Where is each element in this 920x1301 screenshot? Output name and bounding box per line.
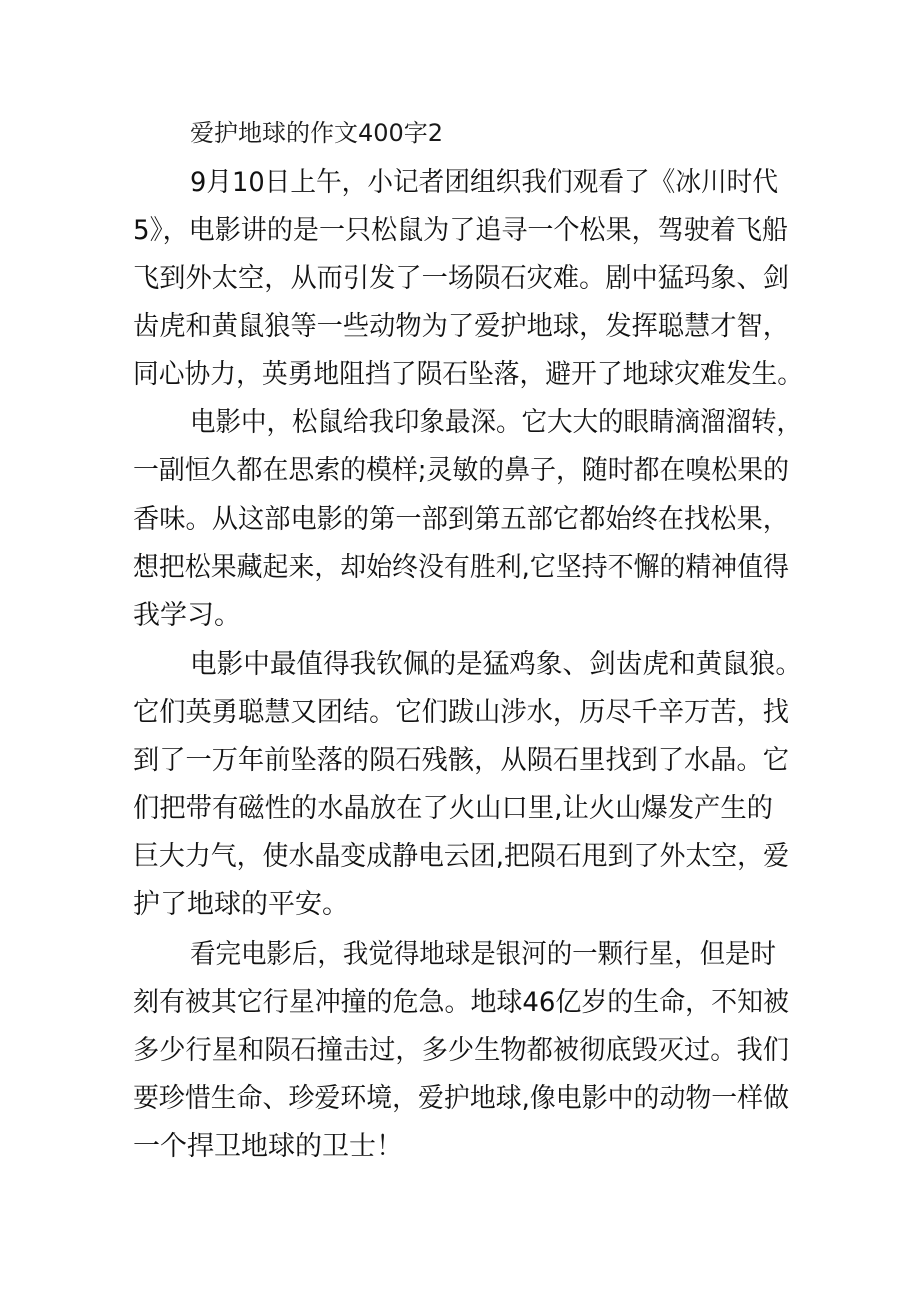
text-line: 要珍惜生命、珍爱环境，爱护地球,像电影中的动物一样做 [133,1083,789,1114]
text-line: 刻有被其它行星冲撞的危急。地球46亿岁的生命，不知被 [133,987,789,1018]
text-line: 护了地球的平安。 [133,889,349,920]
text-line: 电影中最值得我钦佩的是猛鸡象、剑齿虎和黄鼠狼。 [190,649,802,680]
text-line: 一个捍卫地球的卫士！ [133,1131,403,1162]
text-line: 我学习。 [133,600,241,631]
text-line: 们把带有磁性的水晶放在了火山口里,让火山爆发产生的 [133,793,773,824]
text-line: 多少行星和陨石撞击过，多少生物都被彻底毁灭过。我们 [133,1035,789,1066]
text-line: 齿虎和黄鼠狼等一些动物为了爱护地球，发挥聪慧才智， [133,311,789,342]
text-line: 到了一万年前坠落的陨石残骸，从陨石里找到了水晶。它 [133,745,789,776]
text-line: 巨大力气，使水晶变成静电云团,把陨石甩到了外太空，爱 [133,841,789,872]
text-line: 飞到外太空，从而引发了一场陨石灾难。剧中猛玛象、剑 [133,263,789,294]
text-line: 香味。从这部电影的第一部到第五部它都始终在找松果， [133,504,789,535]
text-line: 一副恒久都在思索的模样;灵敏的鼻子，随时都在嗅松果的 [133,455,789,486]
text-line: 看完电影后，我觉得地球是银河的一颗行星，但是时 [190,939,776,970]
text-line: 想把松果藏起来，却始终没有胜利,它坚持不懈的精神值得 [133,552,789,583]
document-title: 爱护地球的作文400字2 [190,119,444,147]
text-line: 电影中，松鼠给我印象最深。它大大的眼睛滴溜溜转， [190,407,802,438]
text-line: 9月10日上午，小记者团组织我们观看了《冰川时代 [190,167,778,198]
text-line: 5》，电影讲的是一只松鼠为了追寻一个松果，驾驶着飞船 [133,215,788,246]
text-line: 它们英勇聪慧又团结。它们跋山涉水，历尽千辛万苦，找 [133,697,789,728]
text-line: 同心协力，英勇地阻挡了陨石坠落，避开了地球灾难发生。 [133,359,803,390]
